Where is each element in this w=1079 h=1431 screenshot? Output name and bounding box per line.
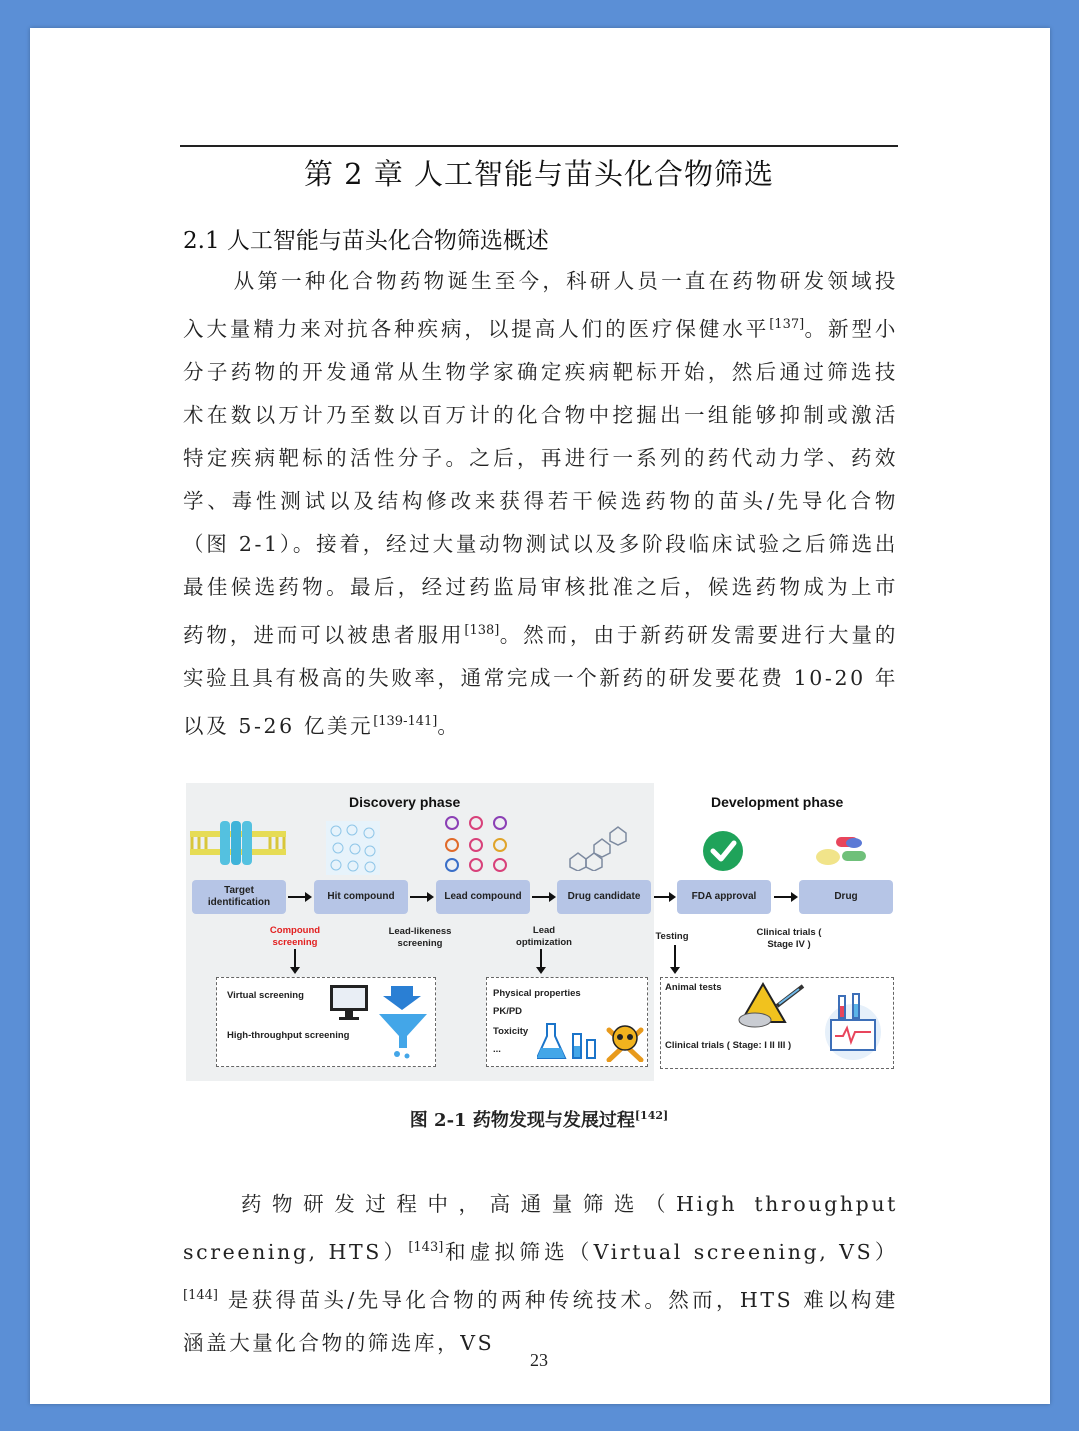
p1-text-3: 。然而，由于新药研发需要进行大量的实验且具有极高的失败率，通常完成一个新药的研发要花费 10-20 年以及 5-26 亿美元 bbox=[183, 622, 898, 738]
step-drug: Drug bbox=[799, 880, 893, 914]
step-lead-compound: Lead compound bbox=[436, 880, 530, 914]
clinical-trial-icon bbox=[819, 992, 889, 1062]
development-phase-title: Development phase bbox=[711, 794, 844, 810]
p1-text-2: 。新型小分子药物的开发通常从生物学家确定疾病靶标开始，然后通过筛选技术在数以万计乃至数以百万计的化合物中挖掘出一组能够抑制或激活特定疾病靶标的活性分子。之后，再进行一系列的药代动力学、药效学、毒性测试以及结构修改来获得若干候选药物的苗头/先导化合物（图 2-1）。接着，经过大量动物测试以及多阶段临床试验之后筛选出最佳候选药物。最后，经过药监局审核批准之后，候选药物成为上市药物，进而可以被患者服用 bbox=[183, 316, 898, 647]
skull-toxicity-icon bbox=[605, 1020, 645, 1062]
caption-text: 图 2-1 药物发现与发展过程 bbox=[409, 1110, 635, 1131]
membrane-protein-icon bbox=[190, 819, 286, 867]
arrow-candidate-fda bbox=[654, 896, 674, 898]
p2-text-1: 药物研发过程中，高通量筛选（High throughput screening, HTS） bbox=[183, 1192, 898, 1264]
arrow-target-hit bbox=[288, 896, 310, 898]
computer-monitor-icon bbox=[329, 984, 369, 1022]
p2-text-3: 是获得苗头/先导化合物的两种传统技术。然而，HTS 难以构建涵盖大量化合物的筛选库，VS bbox=[183, 1287, 898, 1355]
drug-discovery-figure bbox=[186, 783, 898, 1081]
approval-check-icon bbox=[701, 829, 745, 873]
citation-138: [138] bbox=[464, 622, 500, 638]
discovery-phase-title: Discovery phase bbox=[349, 794, 461, 810]
animal-test-icon bbox=[733, 982, 809, 1030]
screening-methods-box bbox=[216, 977, 436, 1067]
lead-properties-box bbox=[486, 977, 648, 1067]
arrow-fda-drug bbox=[774, 896, 796, 898]
arrow-to-properties-box bbox=[540, 949, 542, 971]
animal-tests-text: Animal tests bbox=[665, 982, 722, 993]
pkpd-text: PK/PD bbox=[493, 1006, 523, 1017]
clinical-tests-box bbox=[660, 977, 894, 1069]
paragraph-1 bbox=[183, 260, 898, 747]
funnel-filter-icon bbox=[377, 984, 429, 1060]
page-number: 23 bbox=[530, 1350, 548, 1370]
drug-molecule-icon bbox=[562, 815, 634, 871]
arrow-hit-lead bbox=[410, 896, 432, 898]
toxicity-text: Toxicity bbox=[493, 1026, 529, 1037]
figure-caption bbox=[180, 1106, 898, 1132]
physical-properties-text: Physical properties bbox=[493, 988, 581, 999]
compound-screening-label: Compound screening bbox=[269, 925, 321, 948]
header-rule bbox=[180, 145, 898, 147]
document-page bbox=[30, 28, 1050, 1404]
citation-137: [137] bbox=[769, 317, 805, 332]
chapter-title: 第 2 章 人工智能与苗头化合物筛选 bbox=[303, 157, 775, 191]
p1-text-1: 从第一种化合物药物诞生至今，科研人员一直在药物研发领域投入大量精力来对抗各种疾病，以提高人们的医疗保健水平 bbox=[183, 269, 898, 341]
arrow-to-screening-box bbox=[294, 949, 296, 971]
step-fda-approval: FDA approval bbox=[677, 880, 771, 914]
compound-library-icon bbox=[326, 821, 380, 875]
step-hit-compound: Hit compound bbox=[314, 880, 408, 914]
lead-compounds-icon bbox=[442, 813, 516, 875]
p1-text-4: 。 bbox=[437, 713, 461, 738]
citation-143: [143] bbox=[408, 1240, 444, 1255]
clinical-stage4-label: Clinical trials ( Stage IV ) bbox=[756, 927, 822, 950]
hts-text: High-throughput screening bbox=[227, 1030, 350, 1041]
pills-icon bbox=[814, 831, 870, 871]
step-drug-candidate: Drug candidate bbox=[557, 880, 651, 914]
clinical-trials-text: Clinical trials ( Stage: I II III ) bbox=[665, 1040, 792, 1051]
citation-139-141: [139-141] bbox=[373, 713, 438, 729]
lead-optimization-label: Lead optimization bbox=[516, 925, 572, 948]
paragraph-2 bbox=[183, 1183, 898, 1365]
arrow-lead-candidate bbox=[532, 896, 554, 898]
virtual-screening-text: Virtual screening bbox=[227, 990, 304, 1001]
arrow-to-tests-box bbox=[674, 945, 676, 971]
lead-likeness-label: Lead-likeness screening bbox=[388, 926, 452, 949]
citation-144: [144] bbox=[183, 1287, 218, 1303]
section-title: 2.1 人工智能与苗头化合物筛选概述 bbox=[183, 228, 549, 254]
p2-text-2: 和虚拟筛选（Virtual screening, VS） bbox=[443, 1239, 898, 1264]
caption-citation: [142] bbox=[634, 1109, 669, 1122]
ellipsis-text: ... bbox=[493, 1044, 501, 1055]
lab-flask-icon bbox=[537, 1020, 601, 1062]
testing-label: Testing bbox=[655, 931, 689, 942]
step-target-identification: Target identification bbox=[192, 880, 286, 914]
